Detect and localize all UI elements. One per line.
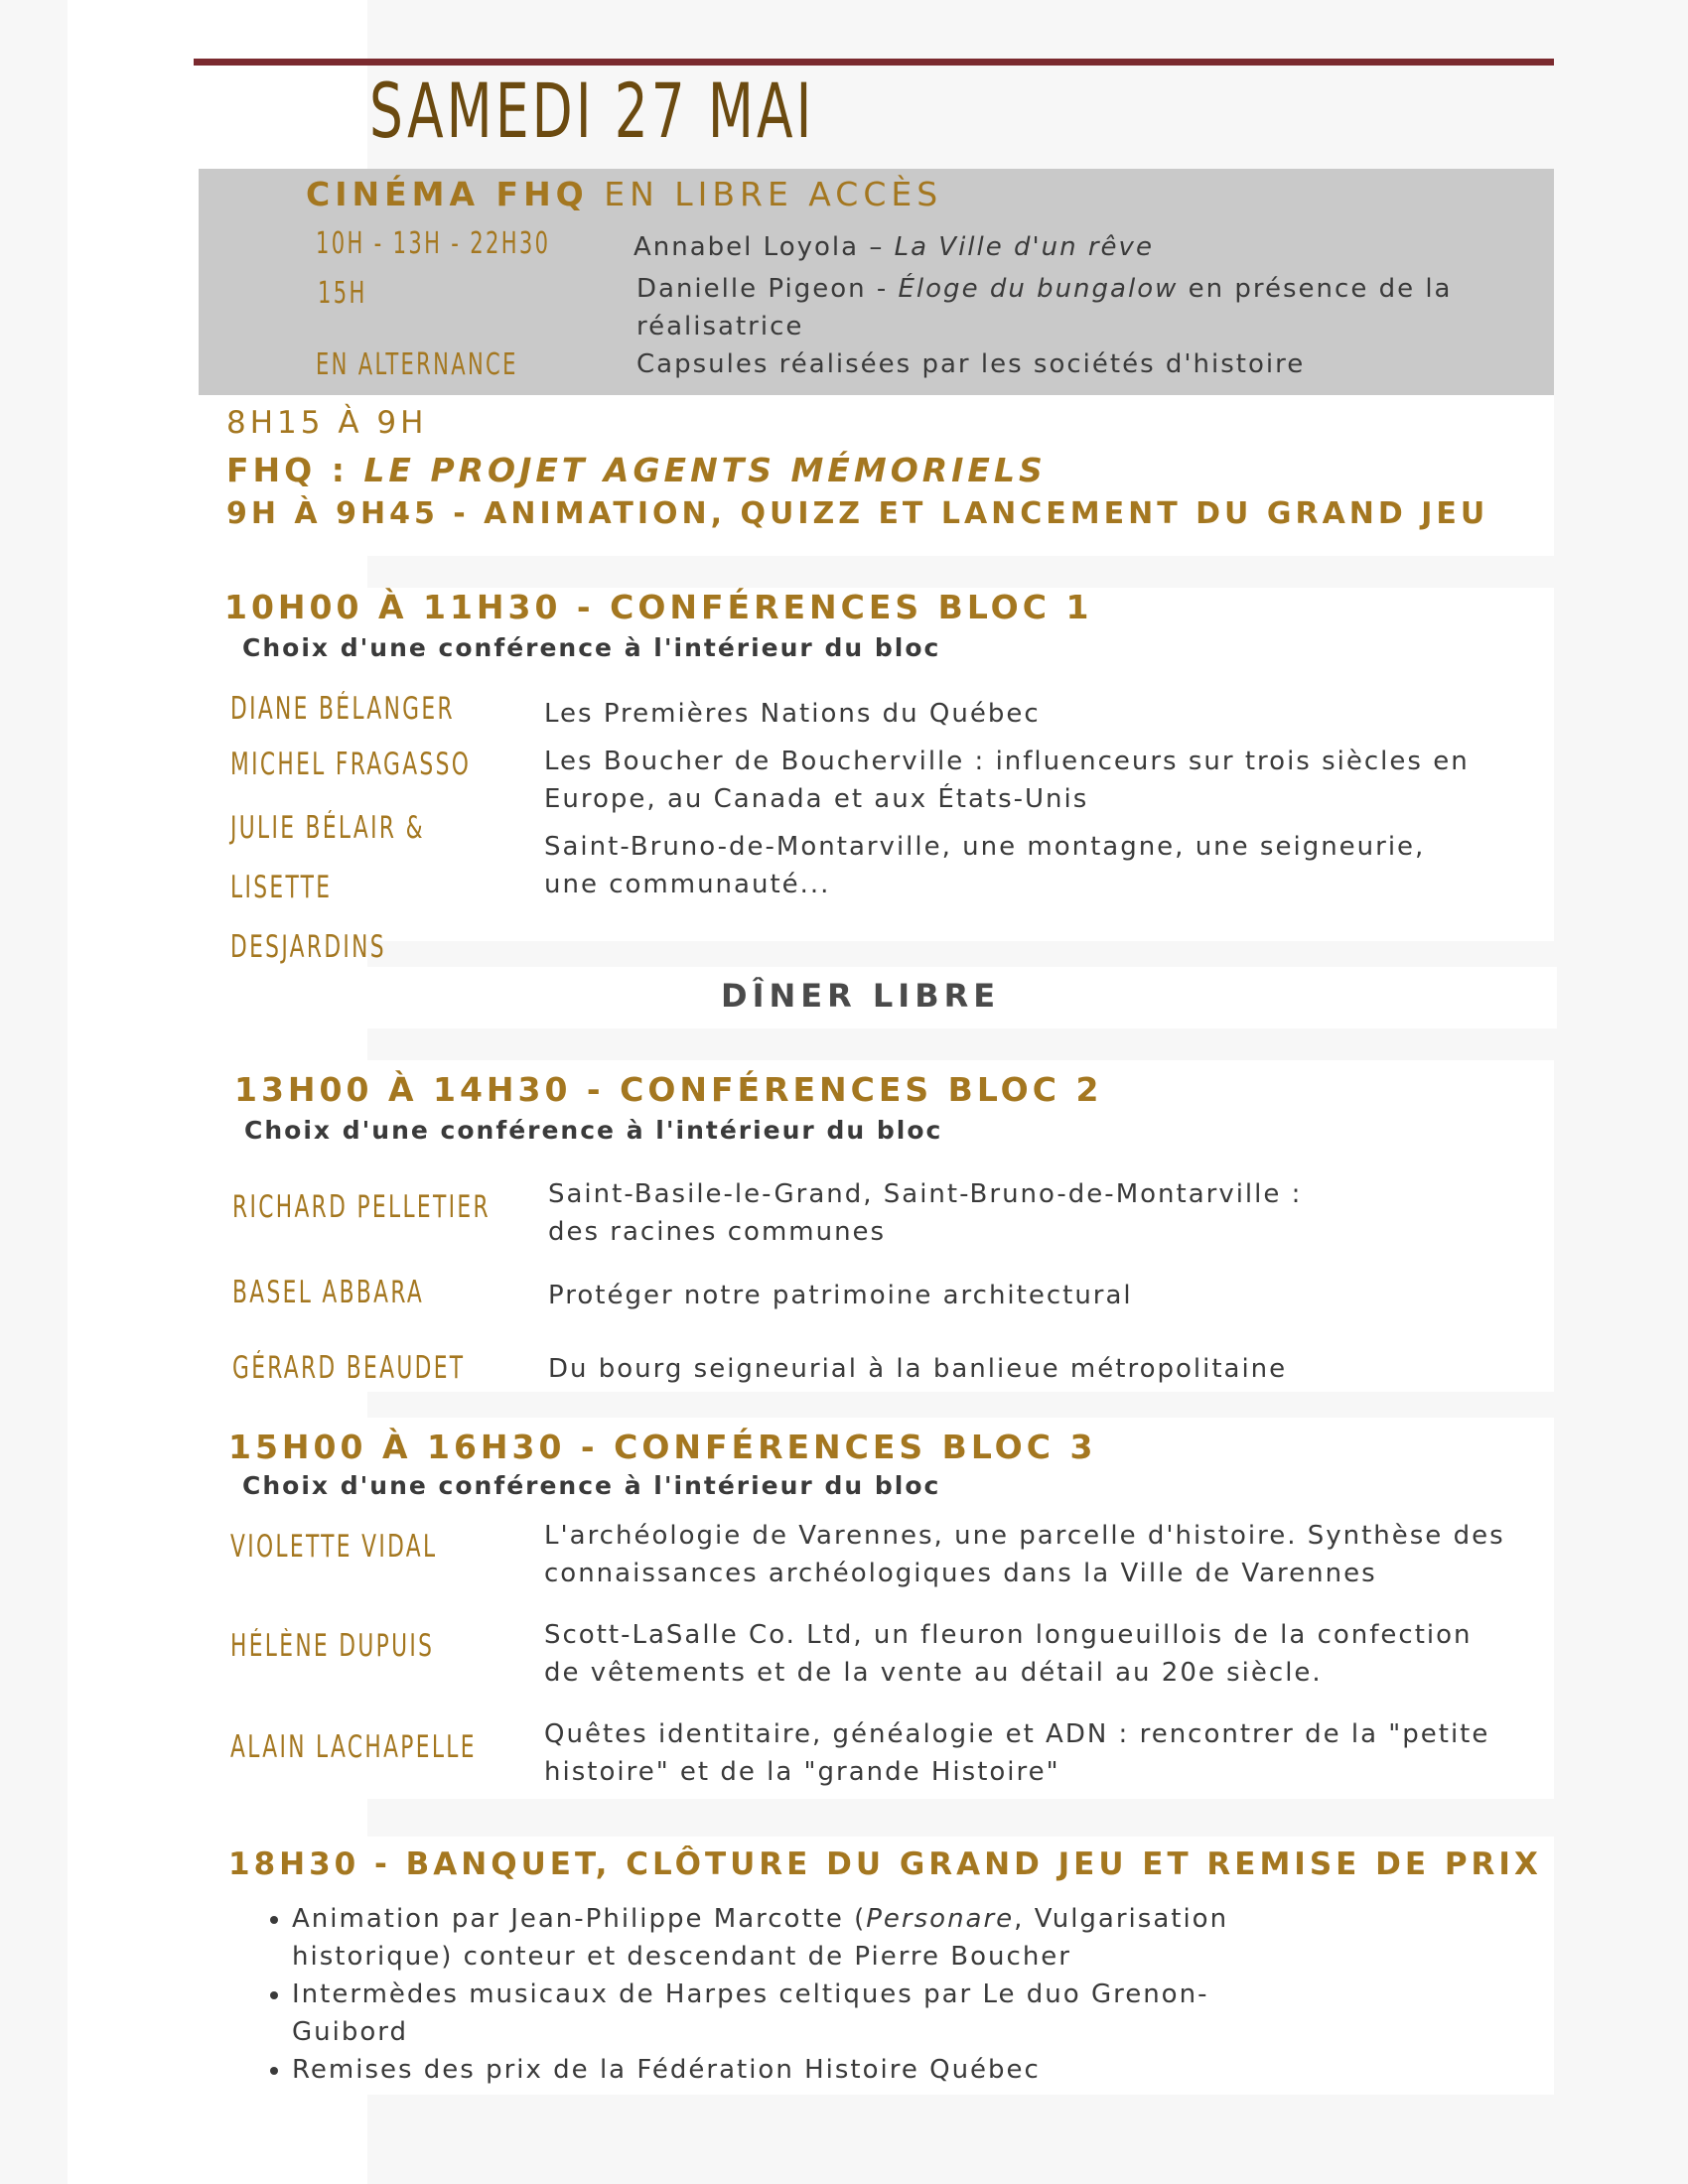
bloc1-title: 10H00 À 11H30 - CONFÉRENCES BLOC 1 (224, 588, 1093, 626)
left-margin (0, 0, 68, 2184)
bloc3-subtitle: Choix d'une conférence à l'intérieur du bloc (242, 1471, 941, 1500)
morning-time: 8H15 À 9H (226, 405, 428, 441)
bloc3-title: 15H00 À 16H30 - CONFÉRENCES BLOC 3 (228, 1428, 1097, 1466)
cinema-desc-1: Annabel Loyola – La Ville d'un rêve (633, 232, 1154, 262)
bloc3-speaker-2: HÉLÈNE DUPUIS (230, 1628, 435, 1664)
banquet-item-2: • Intermèdes musicaux de Harpes celtiques par Le duo Grenon-Guibord (292, 1976, 1313, 2051)
bloc2-topic-2: Protéger notre patrimoine architectural (548, 1281, 1133, 1310)
bloc2-section (199, 1060, 1554, 1392)
banquet-list (260, 1900, 1313, 2089)
bloc1-subtitle: Choix d'une conférence à l'intérieur du bloc (242, 633, 941, 662)
cinema-desc-3: Capsules réalisées par les sociétés d'histoire (636, 349, 1306, 379)
top-divider (194, 59, 1554, 66)
cinema-time-3: EN ALTERNANCE (316, 347, 518, 382)
bloc3-section (199, 1418, 1554, 1799)
bloc1-speaker-3: JULIE BÉLAIR & LISETTE DESJARDINS (230, 810, 425, 965)
bloc1-topic-1: Les Premières Nations du Québec (544, 699, 1041, 729)
bloc3-topic-1: L'archéologie de Varennes, une parcelle d'histoire. Synthèse des connaissances archéologiques dans la Ville de Varennes (544, 1521, 1505, 1588)
diner-title: DÎNER LIBRE (721, 977, 1001, 1015)
cinema-time-1: 10H - 13H - 22H30 (316, 226, 551, 261)
bloc2-topic-3: Du bourg seigneurial à la banlieue métropolitaine (548, 1354, 1288, 1384)
banquet-item-1: • Animation par Jean-Philippe Marcotte (Personare, Vulgarisation historique) conteur et descendant de Pierre Boucher (292, 1900, 1313, 1976)
bloc2-speaker-2: BASEL ABBARA (232, 1275, 425, 1310)
day-title: SAMEDI 27 MAI (369, 67, 815, 155)
bloc2-title: 13H00 À 14H30 - CONFÉRENCES BLOC 2 (234, 1070, 1103, 1109)
bloc3-speaker-3: ALAIN LACHAPELLE (230, 1729, 477, 1765)
banquet-item-3: • Remises des prix de la Fédération Histoire Québec (292, 2051, 1313, 2089)
bloc1-speaker-1: DIANE BÉLANGER (230, 691, 455, 727)
bloc2-speaker-1: RICHARD PELLETIER (232, 1189, 491, 1225)
bloc3-topic-3: Quêtes identitaire, généalogie et ADN : rencontrer de la "petite histoire" et de la "grande Histoire" (544, 1719, 1490, 1787)
fhq-project-title: FHQ : LE PROJET AGENTS MÉMORIELS (226, 451, 1047, 489)
animation-title: 9H À 9H45 - ANIMATION, QUIZZ ET LANCEMENT DU GRAND JEU (226, 496, 1489, 531)
diner-section (367, 967, 1557, 1028)
bloc2-topic-1: Saint-Basile-le-Grand, Saint-Bruno-de-Montarville : des racines communes (548, 1179, 1303, 1247)
bloc1-topic-3: Saint-Bruno-de-Montarville, une montagne, une seigneurie, une communauté... (544, 832, 1426, 899)
bloc2-speaker-3: GÉRARD BEAUDET (232, 1350, 466, 1386)
cinema-title: CINÉMA FHQ EN LIBRE ACCÈS (306, 175, 943, 213)
cinema-desc-2: Danielle Pigeon - Éloge du bungalow en présence de la réalisatrice (636, 274, 1453, 341)
bloc3-topic-2: Scott-LaSalle Co. Ltd, un fleuron longueuillois de la confection de vêtements et de la vente au détail au 20e siècle. (544, 1620, 1473, 1688)
cinema-section (199, 169, 1554, 395)
cinema-time-2: 15H (318, 276, 367, 311)
morning-section (199, 395, 1554, 556)
banquet-section (199, 1837, 1554, 2095)
bloc2-subtitle: Choix d'une conférence à l'intérieur du bloc (244, 1116, 943, 1145)
bloc1-topic-2: Les Boucher de Boucherville : influenceurs sur trois siècles en Europe, au Canada et aux États-Unis (544, 747, 1470, 814)
bloc3-speaker-1: VIOLETTE VIDAL (230, 1529, 438, 1565)
bloc1-section (199, 588, 1554, 965)
banquet-title: 18H30 - BANQUET, CLÔTURE DU GRAND JEU ET REMISE DE PRIX (228, 1846, 1542, 1882)
bloc1-speaker-2: MICHEL FRAGASSO (230, 747, 472, 782)
